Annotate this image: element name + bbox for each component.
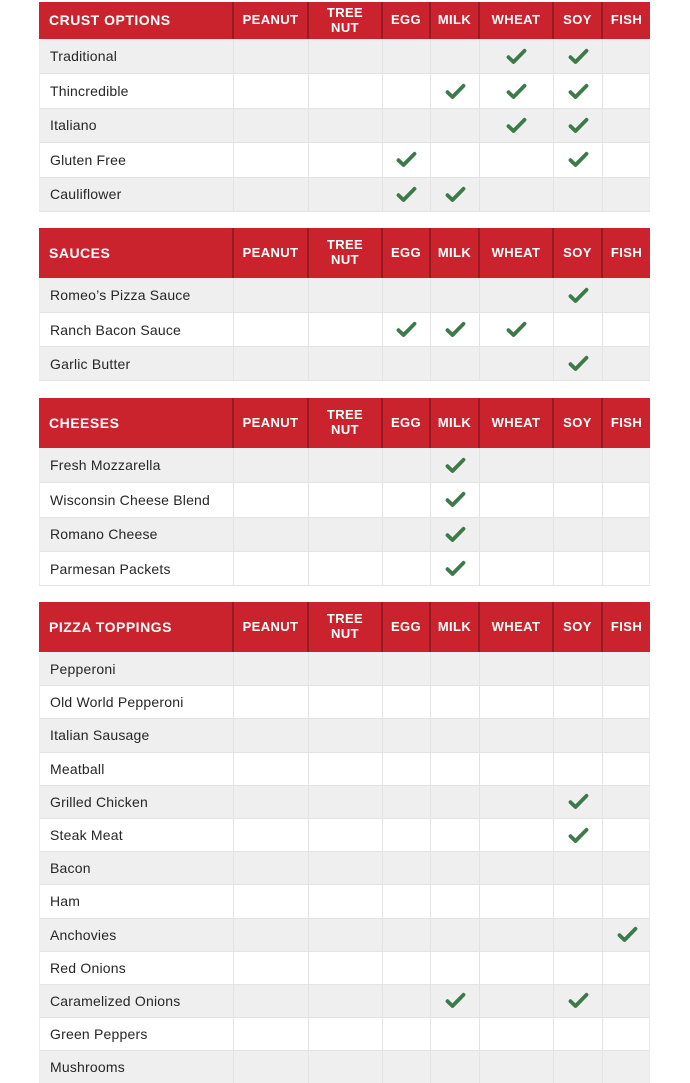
allergen-cell-peanut [233,753,308,785]
row-label: Garlic Butter [50,355,131,372]
check-icon [617,926,638,943]
allergen-cell-wheat [479,719,553,751]
allergen-cell-peanut [233,448,308,482]
allergen-cell-egg [382,39,430,73]
allergen-cell-wheat [479,143,553,176]
check-icon [445,526,466,543]
allergen-cell-milk [430,278,479,312]
allergen-cell-peanut [233,278,308,312]
allergen-cell-peanut [233,1018,308,1050]
table-row-italiano [39,108,650,142]
row-label: Mushrooms [50,1059,125,1076]
allergen-cell-peanut [233,143,308,176]
allergen-cell-egg [382,786,430,818]
check-icon [445,457,466,474]
allergen-cell-soy [553,952,602,984]
allergen-cell-egg [382,985,430,1017]
allergen-cell-tree-nut [308,1018,382,1050]
allergen-cell-wheat [479,885,553,917]
allergen-cell-tree-nut [308,719,382,751]
allergen-cell-tree-nut [308,985,382,1017]
allergen-cell-milk [430,652,479,685]
table-row-ham [39,884,650,917]
allergen-cell-peanut [233,852,308,884]
table-row-garlic-butter [39,346,650,380]
allergen-cell-fish [602,852,651,884]
allergen-cell-soy [553,919,602,951]
table-row-romano-cheese [39,517,650,551]
allergen-cell-tree-nut [308,313,382,346]
check-icon [568,827,589,844]
allergen-cell-wheat [479,552,553,585]
row-label: Cauliflower [50,186,122,203]
allergen-cell-egg [382,652,430,685]
allergen-cell-wheat [479,753,553,785]
check-icon [506,117,527,134]
table-title-cheeses: CHEESES [49,414,120,431]
column-header-tree-nut: TREE NUT [307,602,381,652]
row-label: Bacon [50,860,91,877]
column-header-peanut: PEANUT [232,2,307,39]
allergen-cell-egg [382,178,430,211]
allergen-cell-fish [602,178,651,211]
allergen-cell-soy [553,985,602,1017]
table-title-crust-options: CRUST OPTIONS [49,12,171,29]
allergen-cell-egg [382,483,430,516]
table-row-bacon [39,851,650,884]
allergen-cell-peanut [233,178,308,211]
column-header-peanut: PEANUT [232,602,307,652]
allergen-cell-soy [553,278,602,312]
allergen-cell-fish [602,719,651,751]
allergen-cell-tree-nut [308,786,382,818]
check-icon [396,321,417,338]
check-icon [445,491,466,508]
allergen-cell-tree-nut [308,552,382,585]
table-row-fresh-mozzarella [39,448,650,482]
allergen-cell-soy [553,1018,602,1050]
allergen-cell-milk [430,74,479,107]
column-header-fish: FISH [601,2,650,39]
table-row-green-peppers [39,1017,650,1050]
allergen-cell-fish [602,919,651,951]
allergen-cell-egg [382,753,430,785]
allergen-cell-soy [553,1051,602,1083]
table-body [39,39,650,212]
allergen-cell-soy [553,786,602,818]
allergen-cell-soy [553,143,602,176]
row-label: Caramelized Onions [50,992,181,1009]
allergen-cell-tree-nut [308,178,382,211]
allergen-cell-fish [602,1051,651,1083]
allergen-cell-milk [430,143,479,176]
allergen-cell-milk [430,919,479,951]
allergen-cell-tree-nut [308,1051,382,1083]
check-icon [568,83,589,100]
check-icon [506,321,527,338]
check-icon [506,48,527,65]
column-header-tree-nut: TREE NUT [307,2,381,39]
allergen-cell-wheat [479,1051,553,1083]
table-row-wisconsin-cheese-blend [39,482,650,516]
column-header-fish: FISH [601,228,650,278]
row-label: Ham [50,893,81,910]
allergen-cell-fish [602,448,651,482]
row-label: Anchovies [50,926,117,943]
allergen-cell-milk [430,313,479,346]
row-label: Romano Cheese [50,526,158,543]
allergen-cell-milk [430,347,479,380]
allergen-cell-soy [553,109,602,142]
allergen-cell-egg [382,686,430,718]
table-row-pepperoni [39,652,650,685]
row-label: Ranch Bacon Sauce [50,321,182,338]
allergen-cell-tree-nut [308,819,382,851]
allergen-cell-egg [382,347,430,380]
allergen-cell-milk [430,852,479,884]
allergen-table-crust-options [39,2,650,212]
allergen-cell-fish [602,347,651,380]
check-icon [568,992,589,1009]
table-row-romeo-s-pizza-sauce [39,278,650,312]
allergen-cell-tree-nut [308,483,382,516]
table-header-row [39,2,650,39]
allergen-cell-egg [382,448,430,482]
allergen-cell-wheat [479,178,553,211]
allergen-cell-egg [382,518,430,551]
allergen-cell-soy [553,885,602,917]
row-label: Gluten Free [50,151,127,168]
check-icon [506,83,527,100]
allergen-cell-peanut [233,952,308,984]
allergen-cell-milk [430,1018,479,1050]
allergen-cell-soy [553,178,602,211]
table-header-row [39,228,650,278]
allergen-cell-soy [553,719,602,751]
allergen-cell-tree-nut [308,852,382,884]
allergen-cell-fish [602,652,651,685]
column-header-milk: MILK [429,398,478,448]
allergen-cell-fish [602,753,651,785]
row-label: Italiano [50,117,97,134]
allergen-cell-wheat [479,952,553,984]
row-label: Traditional [50,48,118,65]
allergen-cell-fish [602,518,651,551]
table-row-caramelized-onions [39,984,650,1017]
allergen-cell-fish [602,39,651,73]
allergen-cell-egg [382,1018,430,1050]
allergen-cell-soy [553,852,602,884]
allergen-cell-egg [382,919,430,951]
allergen-cell-wheat [479,1018,553,1050]
column-header-wheat: WHEAT [478,2,552,39]
allergen-cell-tree-nut [308,919,382,951]
table-row-thincredible [39,73,650,107]
column-header-tree-nut: TREE NUT [307,398,381,448]
allergen-cell-tree-nut [308,952,382,984]
allergen-cell-tree-nut [308,448,382,482]
allergen-cell-soy [553,483,602,516]
column-header-soy: SOY [552,2,601,39]
allergen-cell-soy [553,313,602,346]
allergen-cell-milk [430,686,479,718]
check-icon [396,186,417,203]
allergen-cell-milk [430,518,479,551]
check-icon [568,355,589,372]
check-icon [568,793,589,810]
allergen-cell-wheat [479,278,553,312]
allergen-cell-egg [382,885,430,917]
allergen-cell-wheat [479,313,553,346]
allergen-cell-soy [553,552,602,585]
table-row-traditional [39,39,650,73]
allergen-cell-wheat [479,819,553,851]
check-icon [445,321,466,338]
allergen-cell-wheat [479,985,553,1017]
allergen-cell-tree-nut [308,278,382,312]
allergen-cell-egg [382,278,430,312]
allergen-cell-egg [382,852,430,884]
allergen-cell-milk [430,786,479,818]
allergen-cell-soy [553,448,602,482]
row-label: Parmesan Packets [50,560,171,577]
allergen-cell-tree-nut [308,652,382,685]
row-label: Red Onions [50,959,126,976]
check-icon [568,287,589,304]
allergen-cell-tree-nut [308,74,382,107]
check-icon [445,992,466,1009]
table-row-red-onions [39,951,650,984]
allergen-cell-fish [602,74,651,107]
allergen-cell-milk [430,719,479,751]
row-label: Wisconsin Cheese Blend [50,491,211,508]
allergen-cell-egg [382,719,430,751]
table-header-row [39,602,650,652]
allergen-cell-peanut [233,985,308,1017]
allergen-cell-milk [430,819,479,851]
column-header-peanut: PEANUT [232,228,307,278]
allergen-cell-fish [602,786,651,818]
allergen-cell-egg [382,819,430,851]
row-label: Old World Pepperoni [50,694,184,711]
table-row-mushrooms [39,1050,650,1083]
allergen-cell-peanut [233,786,308,818]
allergen-cell-milk [430,985,479,1017]
allergen-cell-milk [430,109,479,142]
allergen-cell-milk [430,552,479,585]
allergen-cell-wheat [479,39,553,73]
allergen-cell-fish [602,686,651,718]
column-header-tree-nut: TREE NUT [307,228,381,278]
allergen-cell-peanut [233,686,308,718]
allergen-cell-milk [430,1051,479,1083]
table-header-row [39,398,650,448]
allergen-cell-soy [553,74,602,107]
table-row-cauliflower [39,177,650,211]
check-icon [445,83,466,100]
row-label: Green Peppers [50,1026,148,1043]
allergen-cell-wheat [479,652,553,685]
allergen-cell-tree-nut [308,39,382,73]
allergen-cell-fish [602,552,651,585]
column-header-peanut: PEANUT [232,398,307,448]
row-label: Meatball [50,760,105,777]
column-header-egg: EGG [381,228,429,278]
allergen-cell-tree-nut [308,753,382,785]
check-icon [568,151,589,168]
allergen-cell-peanut [233,885,308,917]
table-row-gluten-free [39,142,650,176]
check-icon [396,151,417,168]
check-icon [568,48,589,65]
row-label: Thincredible [50,83,129,100]
allergen-cell-peanut [233,109,308,142]
row-label: Steak Meat [50,827,123,844]
column-header-egg: EGG [381,2,429,39]
column-header-fish: FISH [601,398,650,448]
allergen-cell-fish [602,819,651,851]
column-header-wheat: WHEAT [478,602,552,652]
allergen-cell-tree-nut [308,518,382,551]
allergen-cell-fish [602,313,651,346]
allergen-cell-soy [553,518,602,551]
allergen-cell-egg [382,313,430,346]
table-row-old-world-pepperoni [39,685,650,718]
allergen-cell-peanut [233,652,308,685]
allergen-cell-milk [430,885,479,917]
allergen-table-sauces [39,228,650,381]
allergen-cell-soy [553,686,602,718]
check-icon [445,186,466,203]
allergen-cell-peanut [233,719,308,751]
allergen-cell-peanut [233,347,308,380]
table-row-italian-sausage [39,718,650,751]
column-header-milk: MILK [429,602,478,652]
allergen-cell-tree-nut [308,686,382,718]
allergen-cell-wheat [479,919,553,951]
allergen-cell-wheat [479,74,553,107]
column-header-egg: EGG [381,602,429,652]
table-row-anchovies [39,918,650,951]
allergen-cell-milk [430,753,479,785]
check-icon [445,560,466,577]
table-title-pizza-toppings: PIZZA TOPPINGS [49,618,172,635]
allergen-cell-egg [382,109,430,142]
allergen-cell-peanut [233,39,308,73]
allergen-cell-egg [382,952,430,984]
table-row-ranch-bacon-sauce [39,312,650,346]
table-row-meatball [39,752,650,785]
allergen-cell-peanut [233,518,308,551]
column-header-milk: MILK [429,2,478,39]
allergen-cell-tree-nut [308,885,382,917]
row-label: Pepperoni [50,660,116,677]
allergen-cell-milk [430,483,479,516]
table-row-parmesan-packets [39,551,650,585]
allergen-cell-peanut [233,819,308,851]
allergen-cell-milk [430,39,479,73]
allergen-cell-milk [430,952,479,984]
allergen-cell-egg [382,143,430,176]
allergen-cell-wheat [479,448,553,482]
column-header-egg: EGG [381,398,429,448]
table-body [39,652,650,1083]
allergen-cell-egg [382,74,430,107]
allergen-cell-fish [602,952,651,984]
allergen-cell-peanut [233,313,308,346]
allergen-cell-soy [553,39,602,73]
allergen-cell-peanut [233,483,308,516]
allergen-cell-fish [602,278,651,312]
allergen-cell-peanut [233,1051,308,1083]
allergen-cell-tree-nut [308,109,382,142]
allergen-cell-tree-nut [308,347,382,380]
column-header-wheat: WHEAT [478,228,552,278]
check-icon [568,117,589,134]
allergen-table-cheeses [39,398,650,586]
allergen-cell-wheat [479,518,553,551]
allergen-cell-wheat [479,347,553,380]
allergen-cell-wheat [479,786,553,818]
allergen-cell-fish [602,885,651,917]
allergen-cell-egg [382,552,430,585]
row-label: Grilled Chicken [50,793,148,810]
row-label: Italian Sausage [50,727,150,744]
allergen-cell-tree-nut [308,143,382,176]
allergen-table-pizza-toppings [39,602,650,1083]
column-header-fish: FISH [601,602,650,652]
table-title-sauces: SAUCES [49,244,111,261]
allergen-cell-wheat [479,483,553,516]
column-header-wheat: WHEAT [478,398,552,448]
allergen-cell-wheat [479,109,553,142]
allergen-cell-soy [553,753,602,785]
allergen-cell-milk [430,178,479,211]
allergen-cell-soy [553,347,602,380]
column-header-soy: SOY [552,228,601,278]
allergen-cell-wheat [479,852,553,884]
allergen-cell-fish [602,109,651,142]
column-header-soy: SOY [552,398,601,448]
table-body [39,448,650,586]
row-label: Romeo’s Pizza Sauce [50,287,191,303]
allergen-cell-fish [602,985,651,1017]
allergen-cell-peanut [233,552,308,585]
allergen-cell-wheat [479,686,553,718]
allergen-cell-fish [602,1018,651,1050]
allergen-cell-milk [430,448,479,482]
row-label: Fresh Mozzarella [50,457,161,474]
allergen-cell-soy [553,652,602,685]
table-row-steak-meat [39,818,650,851]
column-header-milk: MILK [429,228,478,278]
allergen-cell-egg [382,1051,430,1083]
allergen-cell-fish [602,143,651,176]
table-body [39,278,650,381]
table-row-grilled-chicken [39,785,650,818]
allergen-cell-peanut [233,919,308,951]
allergen-cell-fish [602,483,651,516]
allergen-cell-soy [553,819,602,851]
allergen-cell-peanut [233,74,308,107]
column-header-soy: SOY [552,602,601,652]
